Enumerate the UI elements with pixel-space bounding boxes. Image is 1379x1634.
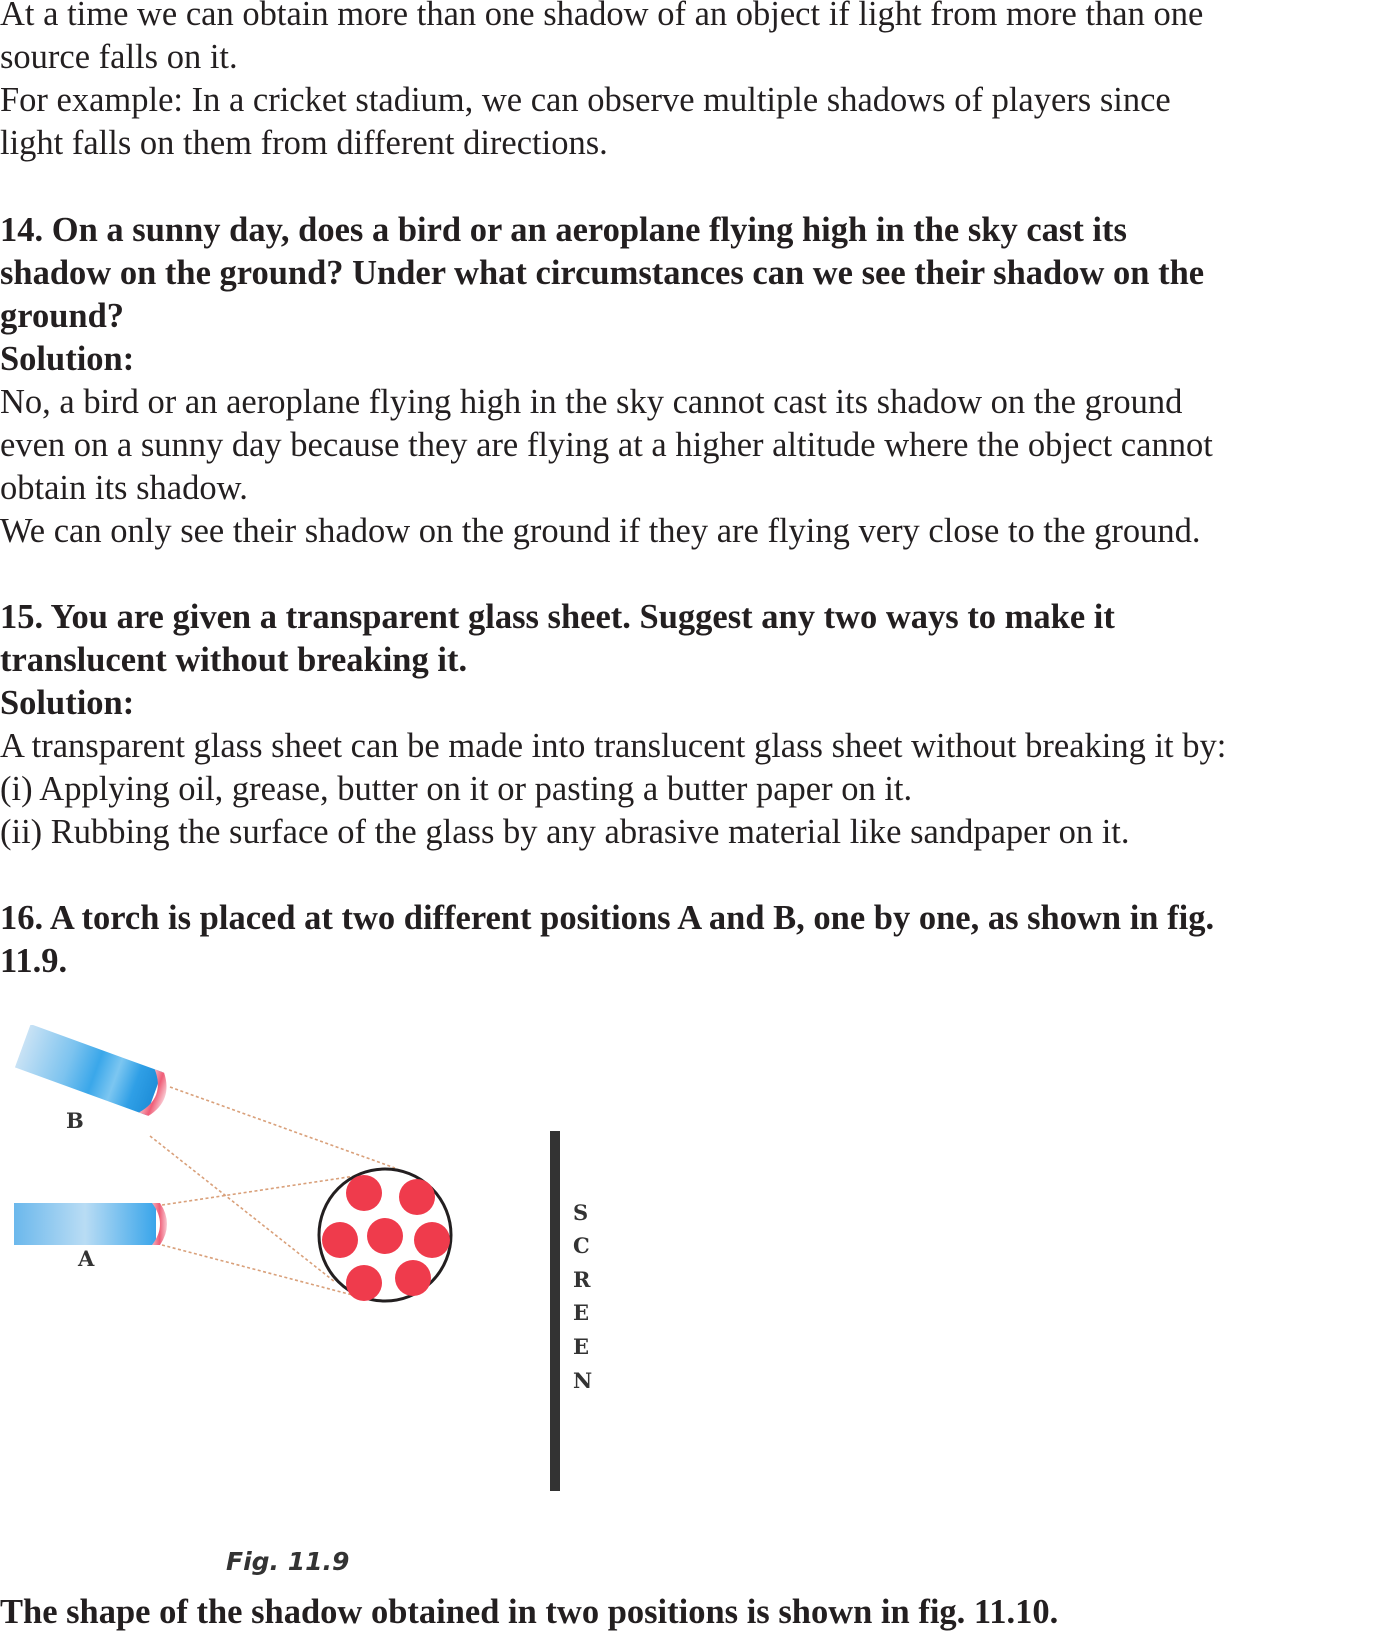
torch-a-body — [14, 1203, 156, 1245]
figure-caption: Fig. 11.9 — [226, 1547, 350, 1576]
intro-line: source falls on it. — [0, 38, 238, 76]
q15-question-line: 15. You are given a transparent glass sheet. Suggest any two ways to make it — [0, 598, 1115, 636]
q15-solution-label: Solution: — [0, 684, 135, 722]
torch-a-label: A — [78, 1246, 95, 1271]
screen-letter: S — [573, 1200, 589, 1225]
q16-question-line: 11.9. — [0, 942, 68, 980]
torch-a — [14, 1203, 167, 1245]
ball-dot — [346, 1175, 382, 1211]
torch-b — [15, 1025, 173, 1119]
q15-answer-line: (ii) Rubbing the surface of the glass by any abrasive material like sandpaper on it. — [0, 813, 1130, 851]
q14-question-line: ground? — [0, 297, 125, 335]
intro-line: At a time we can obtain more than one shadow of an object if light from more than one — [0, 0, 1204, 33]
intro-line: For example: In a cricket stadium, we can observe multiple shadows of players since — [0, 81, 1171, 119]
ball-dot — [414, 1222, 450, 1258]
q16-question-line: 16. A torch is placed at two different positions A and B, one by one, as shown in fig. — [0, 899, 1215, 937]
screen-letter: E — [573, 1334, 590, 1359]
intro-line: light falls on them from different directions. — [0, 124, 608, 162]
ball-dot — [395, 1260, 431, 1296]
ball-dot — [322, 1222, 358, 1258]
ball-dot — [346, 1265, 382, 1301]
q15-answer-line: A transparent glass sheet can be made into translucent glass sheet without breaking it by: — [0, 727, 1227, 765]
beam-b-upper — [170, 1087, 395, 1168]
screen — [550, 1131, 560, 1491]
screen-letter: E — [573, 1300, 590, 1325]
torch-shadow-figure — [0, 1025, 720, 1505]
q14-solution-label: Solution: — [0, 340, 135, 378]
q16-conclusion: The shape of the shadow obtained in two positions is shown in fig. 11.10. — [0, 1593, 1059, 1631]
q14-answer-line: obtain its shadow. — [0, 469, 248, 507]
screen-letter: N — [573, 1368, 593, 1393]
ball-dot — [367, 1218, 403, 1254]
screen-label — [573, 1200, 592, 1393]
beam-b-lower — [150, 1136, 335, 1282]
torch-b-body — [15, 1025, 162, 1115]
q14-question-line: shadow on the ground? Under what circumstances can we see their shadow on the — [0, 254, 1205, 292]
q14-answer-line: even on a sunny day because they are flying at a higher altitude where the object cannot — [0, 426, 1213, 464]
torch-b-label: B — [66, 1108, 84, 1133]
q14-answer-line: No, a bird or an aeroplane flying high in the sky cannot cast its shadow on the ground — [0, 383, 1183, 421]
ball-dot — [399, 1179, 435, 1215]
ball — [319, 1169, 451, 1301]
q14-question-line: 14. On a sunny day, does a bird or an aeroplane flying high in the sky cast its — [0, 211, 1127, 249]
screen-letter: C — [573, 1233, 590, 1258]
screen-letter: R — [573, 1267, 591, 1292]
q15-question-line: translucent without breaking it. — [0, 641, 468, 679]
q14-answer-line: We can only see their shadow on the ground if they are flying very close to the ground. — [0, 512, 1201, 550]
q15-answer-line: (i) Applying oil, grease, butter on it or pasting a butter paper on it. — [0, 770, 913, 808]
